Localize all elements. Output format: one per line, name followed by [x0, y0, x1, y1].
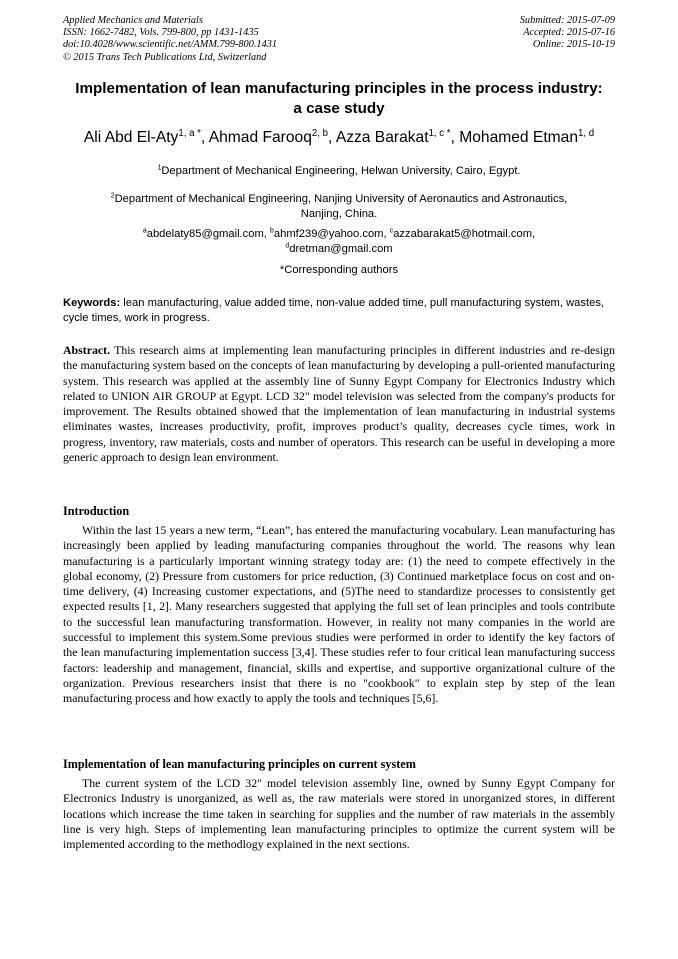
email-link[interactable]: dretman@gmail.com — [289, 242, 393, 255]
copyright-line: © 2015 Trans Tech Publications Ltd, Switzerland — [63, 51, 267, 63]
online-date: Online: 2015-10-19 — [532, 39, 615, 51]
email-sup: b — [270, 227, 274, 235]
paper-title — [40, 79, 638, 119]
affiliation-text: Department of Mechanical Engineering, Nanjing University of Aeronautics and Astronautics, — [114, 193, 568, 205]
title-line-2: a case study — [293, 100, 385, 117]
email-link[interactable]: azzabarakat5@hotmail.com, — [393, 228, 536, 240]
affiliation-sup: 1 — [157, 164, 162, 172]
email-sup: c — [389, 227, 394, 235]
implementation-paragraph: The current system of the LCD 32" model television assembly line, owned by Sunny Egypt Company for Electronics Industry is unorganized, as well as, the raw materials were stored in unorganized stores, in different locations which increase the time taken in searching for supplies and the number of raw materials in the assembly line is very high. Steps of implementing lean manufacturing principles to optimize the current system will be implemented according to the methodlogy explained in the next sections. — [63, 776, 615, 852]
affiliation-text-line-2: Nanjing, China. — [300, 207, 378, 220]
author-sup: 1, d — [578, 127, 595, 139]
author-name: Azza Barakat — [335, 129, 429, 146]
affiliation-text: Department of Mechanical Engineering, Helwan University, Cairo, Egypt. — [161, 165, 521, 177]
introduction-paragraph: Within the last 15 years a new term, “Lean”, has entered the manufacturing vocabulary. Lean manufacturing has increasingly been applied by leading manufacturing companies throughout the world. The reasons why lean manufacturing is a particularly important winning strategy today are: (1) the need to compete effectively in the global economy, (2) Pressure from customers for price reduction, (3) Continued marketplace focus on cost and on-time delivery, (4) Increasing customer expectations, and (5)The need to standardize processes to consistently get expected results [1, 2]. Many researchers suggested that applying the full set of lean principles and tools contribute to the successful lean manufacturing transformation. However, in reality not many companies in the world are successful to implement this system.Some previous studies were performed in order to identify the key factors of the lean manufacturing implementation success [3,4]. These studies refer to four critical lean manufacturing success factors: leadership and management, financial, skills and expertise, and supportive organizational culture of the organization. Previous researchers insist that there is no "cookbook" to explain step by step of the lean manufacturing process and how exactly to apply the tools and techniques [5,6]. — [63, 523, 615, 706]
email-list — [63, 227, 615, 256]
author-sup: 2, b — [311, 127, 328, 139]
author-name: Ahmad Farooq — [208, 129, 312, 146]
section-heading-introduction: Introduction — [63, 504, 130, 518]
author-sup: 1, c * — [428, 127, 451, 139]
issn-line: ISSN: 1662-7482, Vols. 799-800, pp 1431-1435 — [63, 27, 259, 39]
author-name: Ali Abd El-Aty — [83, 129, 179, 146]
affiliation-1 — [63, 164, 615, 179]
affiliation-2 — [63, 192, 615, 221]
keywords-text: lean manufacturing, value added time, non-value added time, pull manufacturing system, wastes, cycle times, work in progress. — [63, 297, 605, 324]
email-sup: a — [142, 227, 147, 235]
abstract-text: This research aims at implementing lean manufacturing principles in different industries and re-design the manufacturing system based on the concepts of lean manufacturing by developing a pull-oriented manufacturing system. This research was applied at the assembly line of Sunny Egypt Company for Electronics Industry which related to UNION AIR GROUP at Egypt. LCD 32" model television was selected from the company's products for improvement. The Results obtained showed that the implementation of lean manufacturing in industrial systems eliminates wastes, increases productivity, profit, improves product’s quality, decreases cycle times, work in progress, inventory, raw materials, costs and number of operators. This research can be useful in developing a more generic approach to design lean environment. — [63, 343, 615, 465]
dates-header — [520, 15, 615, 52]
doi-line: doi:10.4028/www.scientific.net/AMM.799-800.1431 — [63, 39, 278, 51]
section-heading-implementation: Implementation of lean manufacturing principles on current system — [63, 757, 416, 771]
title-line-1: Implementation of lean manufacturing principles in the process industry: — [75, 80, 603, 97]
author-sup: 1, a * — [178, 127, 201, 139]
journal-name: Applied Mechanics and Materials — [63, 15, 203, 26]
journal-header — [63, 15, 277, 64]
keywords-label: Keywords: — [63, 297, 121, 309]
email-sup: d — [285, 241, 290, 249]
corresponding-note: *Corresponding authors — [279, 264, 399, 276]
email-link[interactable]: ahmf239@yahoo.com, — [273, 228, 390, 240]
email-link[interactable]: abdelaty85@gmail.com, — [146, 228, 271, 240]
author-list: Ali Abd El-Aty$^{1, a *}$, Ahmad Farooq$^{2, b}$, Azza Barakat$^{1, c *}$, Mohamed Etman$^{1, d}$ — [83, 127, 595, 146]
accepted-date: Accepted: 2015-07-16 — [523, 27, 615, 39]
keywords — [63, 296, 615, 326]
abstract-label: Abstract. — [63, 343, 111, 357]
submitted-date: Submitted: 2015-07-09 — [519, 15, 615, 26]
abstract — [63, 343, 615, 465]
author-name: Mohamed Etman — [459, 129, 578, 146]
affiliation-sup: 2 — [110, 192, 115, 200]
